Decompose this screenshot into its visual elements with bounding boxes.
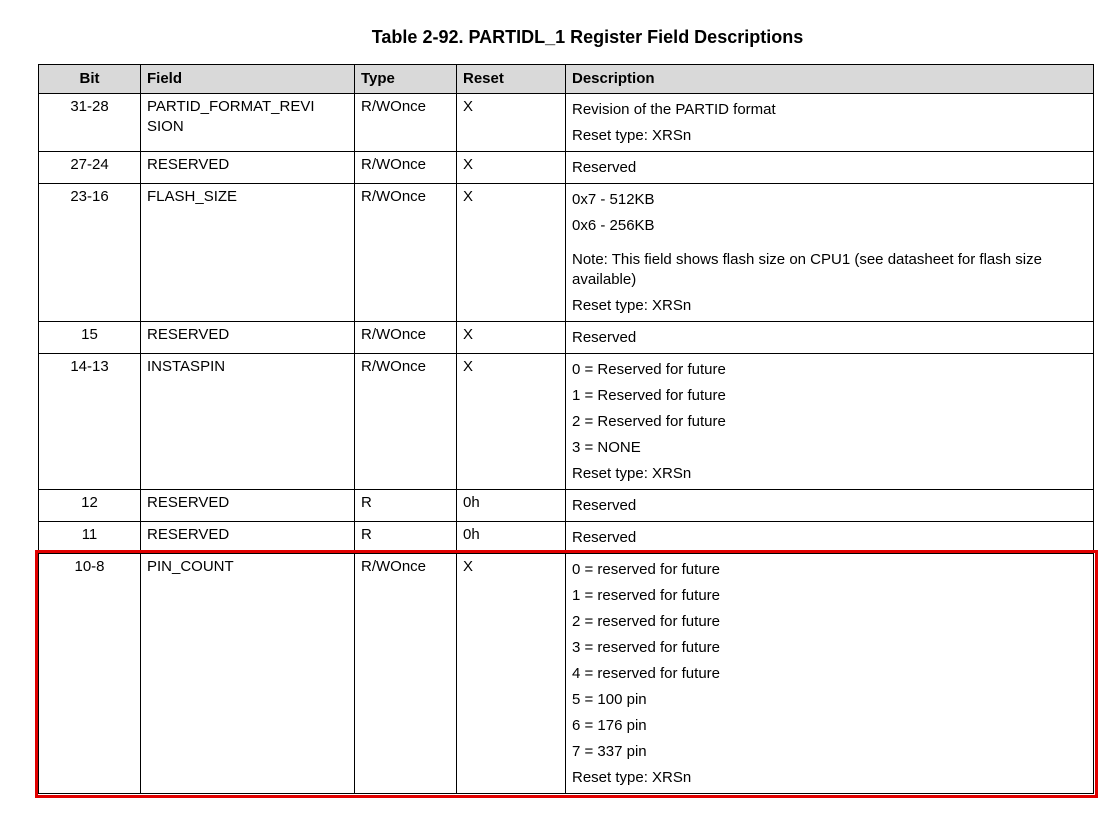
cell-bit: 10-8 bbox=[39, 554, 141, 794]
table-row bbox=[39, 490, 1094, 522]
description-line: Note: This field shows flash size on CPU1 (see datasheet for flash size available) bbox=[572, 251, 1042, 288]
cell-description bbox=[566, 554, 1094, 794]
register-field-table bbox=[38, 64, 1094, 794]
cell-bit: 15 bbox=[39, 322, 141, 354]
cell-field: PARTID_FORMAT_REVISION bbox=[141, 94, 355, 152]
cell-reset: 0h bbox=[457, 522, 566, 554]
description-line: 4 = reserved for future bbox=[572, 665, 720, 682]
cell-bit: 11 bbox=[39, 522, 141, 554]
cell-type: R/WOnce bbox=[355, 354, 457, 490]
cell-bit: 12 bbox=[39, 490, 141, 522]
description-line: Reset type: XRSn bbox=[572, 297, 692, 314]
table-row bbox=[39, 354, 1094, 490]
cell-type: R bbox=[355, 522, 457, 554]
cell-reset: X bbox=[457, 554, 566, 794]
table-row bbox=[39, 522, 1094, 554]
description-gap bbox=[572, 242, 1087, 244]
description-line: Reserved bbox=[572, 529, 637, 546]
description-line: Reset type: XRSn bbox=[572, 769, 692, 786]
cell-field: PIN_COUNT bbox=[141, 554, 355, 794]
description-line: Revision of the PARTID format bbox=[572, 101, 776, 118]
cell-reset: X bbox=[457, 94, 566, 152]
cell-type: R/WOnce bbox=[355, 94, 457, 152]
description-line: 0 = reserved for future bbox=[572, 561, 720, 578]
cell-reset: X bbox=[457, 152, 566, 184]
description-line: 7 = 337 pin bbox=[572, 743, 647, 760]
cell-reset: X bbox=[457, 184, 566, 322]
description-line: 0x6 - 256KB bbox=[572, 217, 655, 234]
table-caption: Table 2-92. PARTIDL_1 Register Field Descriptions bbox=[371, 27, 804, 47]
cell-field: RESERVED bbox=[141, 322, 355, 354]
cell-reset: X bbox=[457, 354, 566, 490]
table-row bbox=[39, 322, 1094, 354]
table-row bbox=[39, 94, 1094, 152]
cell-description bbox=[566, 322, 1094, 354]
header-field: Field bbox=[141, 65, 355, 94]
table-header-row bbox=[39, 65, 1094, 94]
description-line: 0x7 - 512KB bbox=[572, 191, 655, 208]
description-line: 1 = reserved for future bbox=[572, 587, 720, 604]
cell-bit: 23-16 bbox=[39, 184, 141, 322]
description-line: Reset type: XRSn bbox=[572, 127, 692, 144]
cell-field: FLASH_SIZE bbox=[141, 184, 355, 322]
table-row-highlighted bbox=[39, 554, 1094, 794]
description-line: 3 = reserved for future bbox=[572, 639, 720, 656]
description-line: 5 = 100 pin bbox=[572, 691, 647, 708]
header-type: Type bbox=[355, 65, 457, 94]
table-row bbox=[39, 184, 1094, 322]
cell-field: RESERVED bbox=[141, 522, 355, 554]
cell-reset: X bbox=[457, 322, 566, 354]
cell-type: R/WOnce bbox=[355, 322, 457, 354]
description-line: 3 = NONE bbox=[572, 439, 641, 456]
cell-bit: 14-13 bbox=[39, 354, 141, 490]
description-line: Reserved bbox=[572, 159, 637, 176]
header-description: Description bbox=[566, 65, 1094, 94]
cell-field: INSTASPIN bbox=[141, 354, 355, 490]
description-line: 6 = 176 pin bbox=[572, 717, 647, 734]
table-body bbox=[39, 94, 1094, 794]
cell-description bbox=[566, 94, 1094, 152]
cell-reset: 0h bbox=[457, 490, 566, 522]
cell-type: R/WOnce bbox=[355, 554, 457, 794]
cell-description bbox=[566, 490, 1094, 522]
header-reset: Reset bbox=[457, 65, 566, 94]
cell-bit: 27-24 bbox=[39, 152, 141, 184]
description-line: 1 = Reserved for future bbox=[572, 387, 726, 404]
cell-bit: 31-28 bbox=[39, 94, 141, 152]
cell-field: RESERVED bbox=[141, 152, 355, 184]
document-page bbox=[0, 27, 1120, 794]
cell-description bbox=[566, 522, 1094, 554]
header-bit: Bit bbox=[39, 65, 141, 94]
description-line: Reserved bbox=[572, 329, 637, 346]
cell-description bbox=[566, 152, 1094, 184]
cell-type: R bbox=[355, 490, 457, 522]
cell-field: RESERVED bbox=[141, 490, 355, 522]
description-line: 2 = reserved for future bbox=[572, 613, 720, 630]
table-row bbox=[39, 152, 1094, 184]
description-line: Reset type: XRSn bbox=[572, 465, 692, 482]
cell-description bbox=[566, 184, 1094, 322]
cell-type: R/WOnce bbox=[355, 152, 457, 184]
description-line: 0 = Reserved for future bbox=[572, 361, 726, 378]
cell-type: R/WOnce bbox=[355, 184, 457, 322]
description-line: Reserved bbox=[572, 497, 637, 514]
description-line: 2 = Reserved for future bbox=[572, 413, 726, 430]
cell-description bbox=[566, 354, 1094, 490]
